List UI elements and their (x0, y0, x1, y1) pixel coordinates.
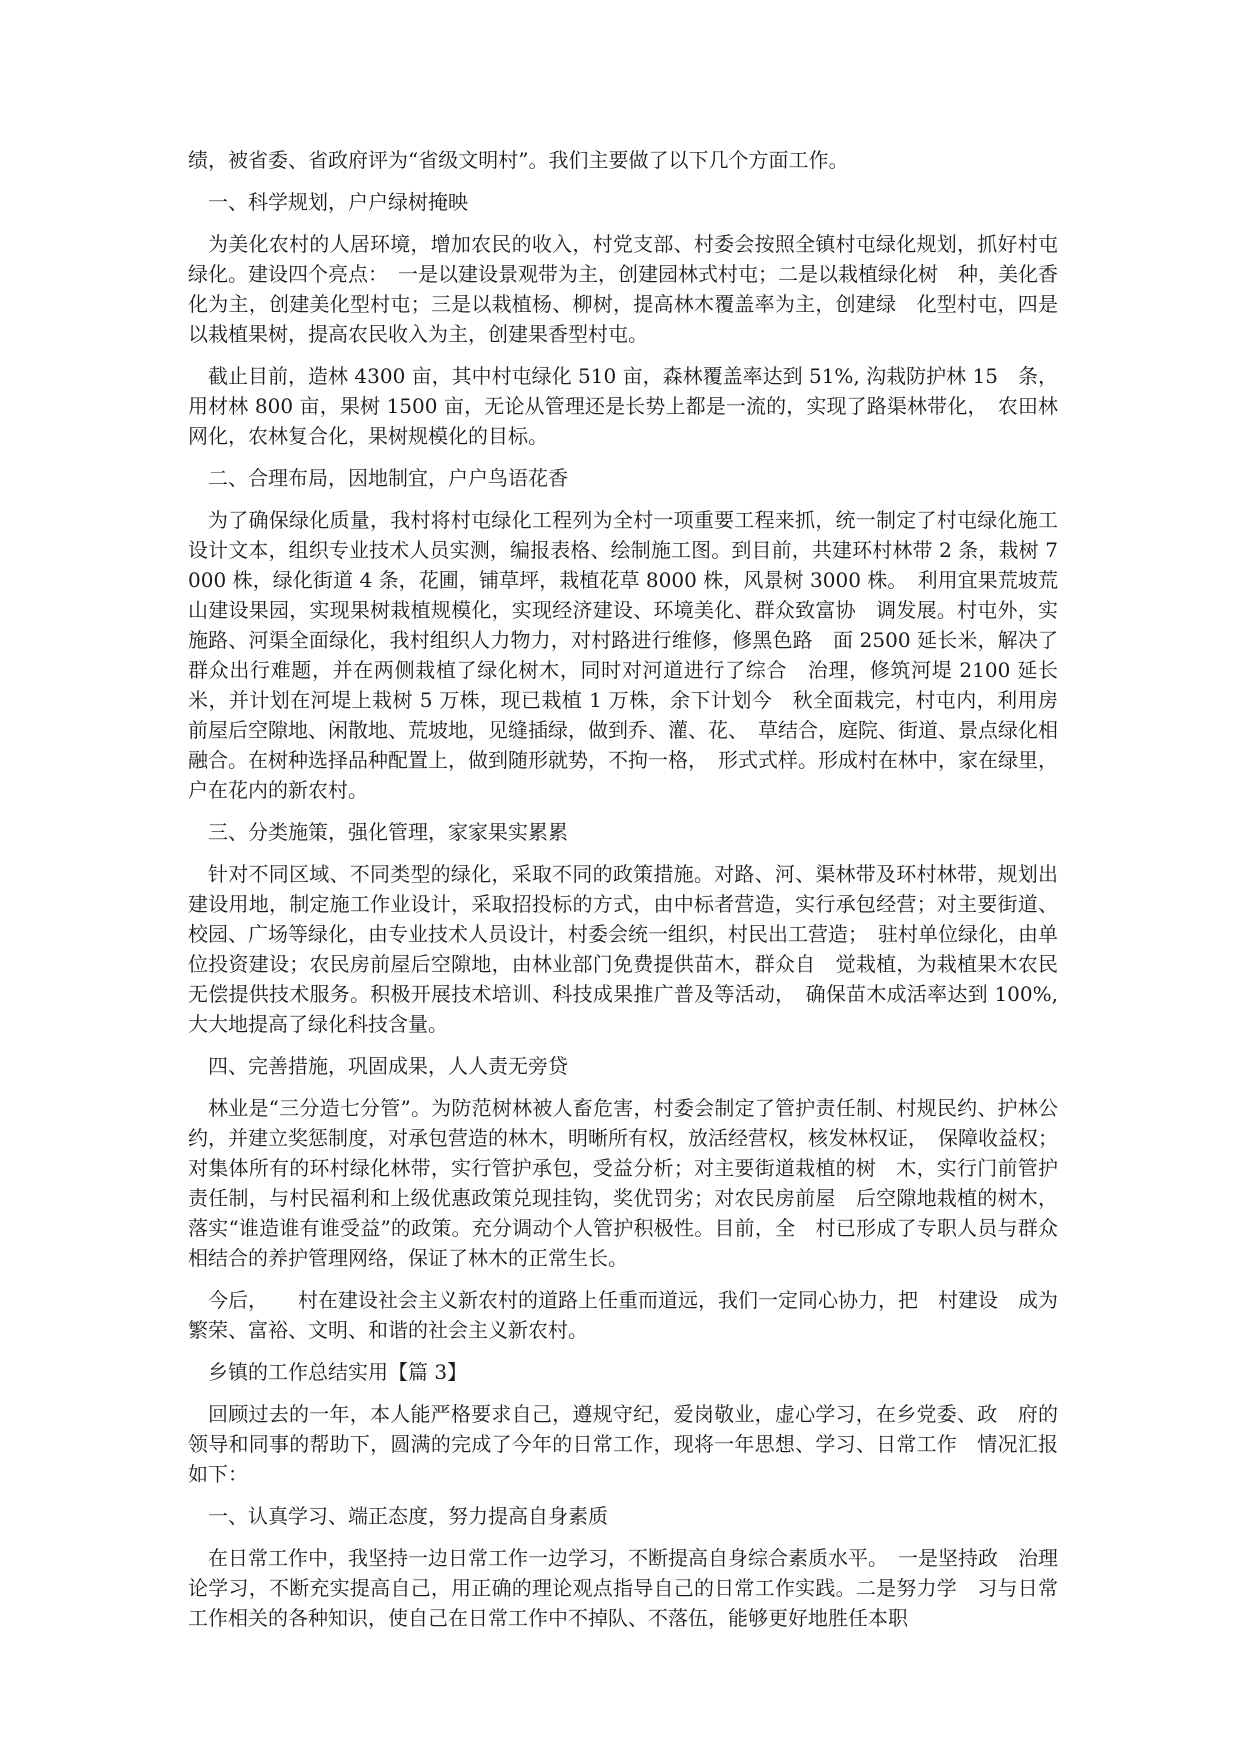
paragraph-5: 林业是“三分造七分管”。为防范树林被人畜危害，村委会制定了管护责任制、村规民约、护林公约，并建立奖惩制度，对承包营造的林木，明晰所有权，放活经营权，核发林权证， 保障收益权；对集体所有的环村绿化林带，实行管护承包，受益分析；对主要街道栽植的树 木，实行门前管护责任制，与村民福利和上级优惠政策兑现挂钩，奖优罚劣；对农民房前屋 后空隙地栽植的树木，落实“谁造谁有谁受益”的政策。充分调动个人管护积极性。目前，全 村已形成了专职人员与群众相结合的养护管理网络，保证了林木的正常生长。 (188, 1096, 1058, 1270)
section-heading-2: 二、合理布局，因地制宜，户户鸟语花香 (208, 466, 568, 490)
paragraph-3: 为了确保绿化质量，我村将村屯绿化工程列为全村一项重要工程来抓，统一制定了村屯绿化施工设计文本，组织专业技术人员实测，编报表格、绘制施工图。到目前，共建环村林带 2 条，栽树 7000 株，绿化街道 4 条，花圃，铺草坪，栽植花草 8000 株，风景树 3000 株。 利用宜果荒坡荒山建设果园，实现果树栽植规模化，实现经济建设、环境美化、群众致富协 调发展。村屯外，实施路、河渠全面绿化，我村组织人力物力，对村路进行维修，修黑色路 面 2500 延长米，解决了群众出行难题，并在两侧栽植了绿化树木，同时对河道进行了综合 治理，修筑河堤 2100 延长米，并计划在河堤上栽树 5 万株，现已栽植 1 万株，余下计划今 秋全面栽完，村屯内，利用房前屋后空隙地、闲散地、荒坡地，见缝插绿，做到乔、灌、花、 草结合，庭院、街道、景点绿化相融合。在树种选择品种配置上，做到随形就势，不拘一格， 形式式样。形成村在林中，家在绿里，户在花内的新农村。 (188, 508, 1058, 802)
section-heading-3: 三、分类施策，强化管理，家家果实累累 (208, 820, 568, 844)
section-heading-1: 一、科学规划，户户绿树掩映 (208, 190, 468, 214)
paragraph-8: 在日常工作中，我坚持一边日常工作一边学习，不断提高自身综合素质水平。 一是坚持政 治理论学习，不断充实提高自己，用正确的理论观点指导自己的日常工作实践。二是努力学 习与日常工作相关的各种知识，使自己在日常工作中不掉队、不落伍，能够更好地胜任本职 (188, 1546, 1058, 1630)
paragraph-6: 今后， 村在建设社会主义新农村的道路上任重而道远，我们一定同心协力，把 村建设 成为繁荣、富裕、文明、和谐的社会主义新农村。 (188, 1288, 1058, 1342)
paragraph-7: 回顾过去的一年，本人能严格要求自己，遵规守纪，爱岗敬业，虚心学习，在乡党委、政 府的领导和同事的帮助下，圆满的完成了今年的日常工作，现将一年思想、学习、日常工作 情况汇报如下： (188, 1402, 1058, 1486)
document-page (188, 145, 1058, 1645)
article-title: 乡镇的工作总结实用【篇 3】 (208, 1360, 468, 1384)
section-heading-4: 四、完善措施，巩固成果，人人责无旁贷 (208, 1054, 568, 1078)
intro-paragraph: 绩，被省委、省政府评为“省级文明村”。我们主要做了以下几个方面工作。 (188, 148, 849, 172)
paragraph-1: 为美化农村的人居环境，增加农民的收入，村党支部、村委会按照全镇村屯绿化规划，抓好村屯绿化。建设四个亮点： 一是以建设景观带为主，创建园林式村屯；二是以栽植绿化树 种，美化香化为主，创建美化型村屯；三是以栽植杨、柳树，提高林木覆盖率为主，创建绿 化型村屯，四是以栽植果树，提高农民收入为主，创建果香型村屯。 (188, 232, 1058, 346)
section-heading-5: 一、认真学习、端正态度，努力提高自身素质 (208, 1504, 608, 1528)
paragraph-2: 截止目前，造林 4300 亩，其中村屯绿化 510 亩，森林覆盖率达到 51%, 沟栽防护林 15 条，用材林 800 亩，果树 1500 亩，无论从管理还是长势上都是一流的，实现了路渠林带化， 农田林网化，农林复合化，果树规模化的目标。 (188, 364, 1058, 448)
paragraph-4: 针对不同区域、不同类型的绿化，采取不同的政策措施。对路、河、渠林带及环村林带，规划出建设用地，制定施工作业设计，采取招投标的方式，由中标者营造，实行承包经营；对主要街道、校园、广场等绿化，由专业技术人员设计，村委会统一组织，村民出工营造； 驻村单位绿化，由单位投资建设；农民房前屋后空隙地，由林业部门免费提供苗木，群众自 觉栽植，为栽植果木农民无偿提供技术服务。积极开展技术培训、科技成果推广普及等活动， 确保苗木成活率达到 100%, 大大地提高了绿化科技含量。 (188, 862, 1058, 1036)
